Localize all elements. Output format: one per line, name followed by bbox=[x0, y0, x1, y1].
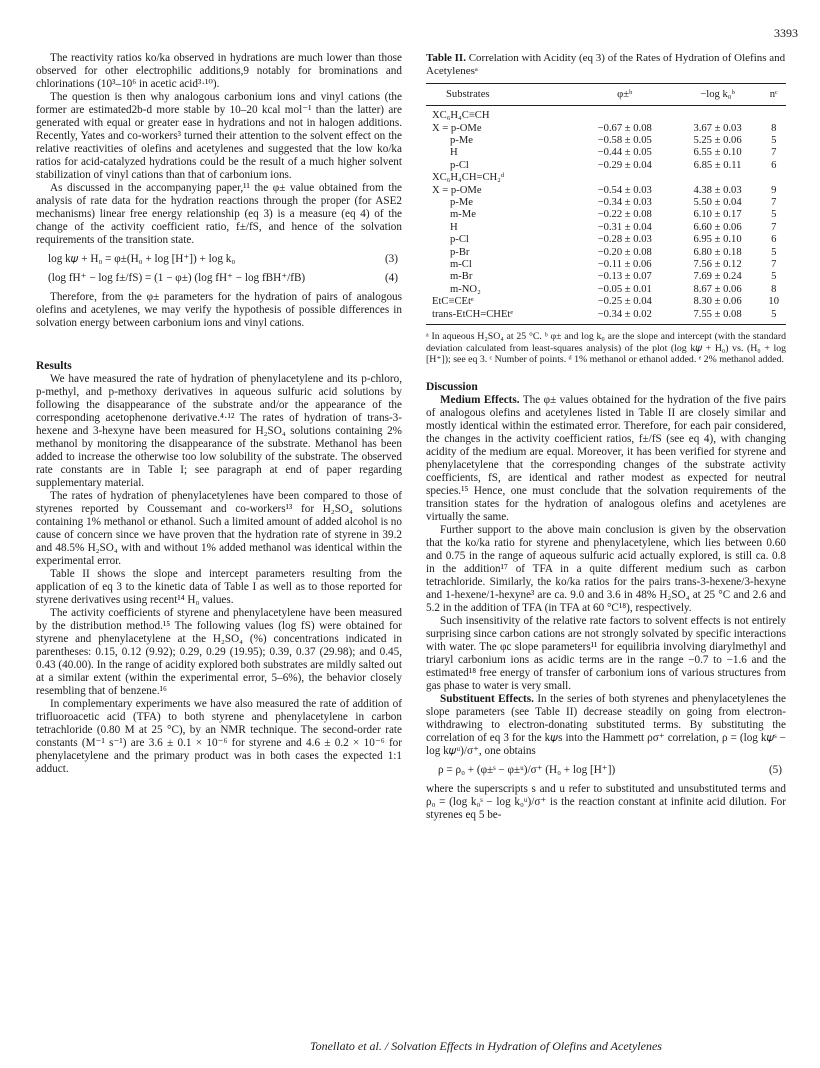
phi-cell: −0.28 ± 0.03 bbox=[597, 234, 652, 246]
n-cell: 9 bbox=[771, 184, 777, 196]
table-ii bbox=[426, 83, 786, 325]
n-cell: 7 bbox=[771, 197, 777, 209]
table-caption bbox=[426, 52, 786, 77]
phi-cell: −0.58 ± 0.05 bbox=[597, 135, 652, 146]
substrate-cell: p-Cl bbox=[450, 159, 469, 171]
table-row bbox=[426, 185, 786, 197]
substrate-cell: m-NO₂ bbox=[450, 283, 481, 295]
substrate-cell: X = p-OMe bbox=[432, 184, 482, 196]
phi-cell: −0.67 ± 0.08 bbox=[597, 122, 652, 134]
phi-cell: −0.44 ± 0.05 bbox=[597, 147, 652, 159]
final-paragraph: where the superscripts s and u refer to substituted and unsubstituted terms and ρ₀ = (log k₀ˢ − log k₀ᵘ)/σ⁺ is the reaction constant at infinite acid dilution. For styrenes eq 5 be- bbox=[426, 783, 786, 822]
table-row bbox=[426, 135, 786, 147]
phi-cell: −0.05 ± 0.01 bbox=[597, 283, 652, 295]
logk0-cell: 6.60 ± 0.06 bbox=[693, 221, 742, 233]
medium-effects-paragraph-2: Further support to the above main conclusion is given by the observation that the ko/ka ratio for styrene and phenylacetylene, which lies between 0.60 and 0.75 in the range of aqueous sulfuric acid actually explored, is still ca. 0.8 in the addition¹⁷ of TFA in a quite different medium such as carbon tetrachloride. Similarly, the ko/ka ratios for the pairs trans-3-hexene/3-hexyne and 1-hexene/1-hexyne³ are ca. 9.0 and 3.6 in 48% H₂SO₄ at 25 °C and 2.6 and 5.2 in the addition of TFA (in TFA at 60 °C¹⁸), respectively. bbox=[426, 524, 786, 615]
logk0-cell: 3.67 ± 0.03 bbox=[693, 122, 742, 134]
medium-effects-paragraph-3: Such insensitivity of the relative rate factors to solvent effects is not entirely surprising since carbon cations are not strongly solvated by specific interactions with water. The φc slope parameters¹¹ for equilibria involving diarylmethyl and triaryl carbonium ions as acidic terms are in the range −0.7 to −1.6 and the estimated¹⁸ free energy of transfer of carbonium ions of various structures from gas phase to water is very small. bbox=[426, 615, 786, 693]
logk0-cell: 6.55 ± 0.10 bbox=[693, 147, 742, 159]
n-cell bbox=[761, 106, 786, 123]
substrate-cell: p-Me bbox=[450, 197, 473, 209]
results-paragraph-4: The activity coefficients of styrene and phenylacetylene have been measured by the distribution method.¹⁵ The following values (log fS) were obtained for styrene and phenylacetylene at the H₂SO₄ (%) concentrations indicated in parentheses: 0.15, 0.12 (9.92); 0.29, 0.29 (19.95); 0.39, 0.37 (29.98); and 0.45, 0.43 (40.00). In the range of acidity explored both substrates are mildly salted out at a similar extent (within the experimental error, 5–6%), the behavior closely resembling that of benzene.¹⁶ bbox=[36, 607, 402, 697]
substrate-cell: p-Br bbox=[450, 246, 470, 258]
substrate-cell: EtC≡CEtᵉ bbox=[432, 296, 474, 308]
header-phi: φ±ᵇ bbox=[576, 84, 674, 106]
logk0-cell: 7.69 ± 0.24 bbox=[693, 271, 742, 283]
logk0-cell: 5.50 ± 0.04 bbox=[693, 197, 742, 209]
n-cell: 5 bbox=[761, 309, 786, 325]
substituent-effects-heading: Substituent Effects. bbox=[440, 693, 534, 706]
substrate-cell: m-Cl bbox=[450, 259, 472, 271]
table-row bbox=[426, 209, 786, 221]
phi-cell: −0.11 ± 0.06 bbox=[597, 259, 652, 271]
equation-5 bbox=[426, 764, 786, 777]
n-cell: 5 bbox=[771, 209, 777, 221]
medium-effects-text: The φ± values obtained for the hydration of the five pairs of analogous olefins and acetylenes listed in Table II are closely similar and mostly identical within the estimated error. Therefore, for each pair considered, the changes in the activity coefficient ratios, f±/fS (see eq 4), with changing acidity of the medium are equal. Moreover, it has been verified for styrene and phenylacetylene that the corresponding changes of the substrate activity coefficients, fS, are identical and rather modest as expected for neutral species.¹⁵ Hence, one must conclude that the solvation requirements of the transition states for the hydration of analogous olefins and acetylenes are virtually the same. bbox=[426, 394, 786, 524]
n-cell: 10 bbox=[768, 296, 780, 308]
equation-4-number: (4) bbox=[384, 272, 398, 284]
logk0-cell: 7.55 ± 0.08 bbox=[674, 309, 762, 325]
equation-3-body: log k𝜓 + H₀ = φ±(H₀ + log [H⁺]) + log k₀ bbox=[48, 253, 236, 265]
phi-cell bbox=[576, 106, 674, 123]
phi-cell: −0.34 ± 0.02 bbox=[576, 309, 674, 325]
n-cell: 5 bbox=[771, 246, 777, 258]
logk0-cell: 6.95 ± 0.10 bbox=[693, 234, 742, 246]
table-row bbox=[426, 309, 786, 325]
logk0-cell: 6.80 ± 0.18 bbox=[693, 246, 742, 258]
substrate-cell: p-Cl bbox=[450, 234, 469, 246]
phi-cell: −0.54 ± 0.03 bbox=[597, 184, 652, 196]
results-heading: Results bbox=[36, 360, 72, 372]
medium-effects-heading: Medium Effects. bbox=[440, 394, 520, 407]
logk0-cell bbox=[674, 172, 762, 184]
table-row bbox=[426, 271, 786, 283]
n-cell: 7 bbox=[771, 147, 777, 159]
table-row bbox=[426, 123, 786, 135]
substrate-cell: XC₆H₄C≡CH bbox=[432, 110, 490, 122]
equation-3-number: (3) bbox=[384, 253, 398, 265]
phi-cell: −0.29 ± 0.04 bbox=[597, 159, 652, 171]
page-footer: Tonellato et al. / Solvation Effects in Hydration of Olefins and Acetylenes bbox=[310, 1039, 662, 1053]
equation-5-body: ρ = ρ₀ + (φ±ˢ − φ±ᵘ)/σ⁺ (H₀ + log [H⁺]) bbox=[438, 764, 616, 777]
substrate-cell: H bbox=[450, 147, 458, 159]
phi-cell: −0.25 ± 0.04 bbox=[597, 296, 652, 308]
discussion-heading: Discussion bbox=[426, 381, 478, 394]
substrate-cell: XC₆H₄CH=CH₂ᵈ bbox=[432, 172, 505, 184]
table-row bbox=[426, 234, 786, 246]
n-cell bbox=[761, 172, 786, 184]
table-footnote: ᵃ In aqueous H₂SO₄ at 25 °C. ᵇ φ± and log k₀ are the slope and intercept (with the standard deviation calculated from least-squares analysis) of the plot (log k𝜓 + H₀) vs. (H₀ + log [H⁺]); see eq 3. ᶜ Number of points. ᵈ 1% methanol or ethanol added. ᵉ 2% methanol added. bbox=[426, 331, 786, 365]
substrate-cell: X = p-OMe bbox=[432, 122, 482, 134]
results-paragraph-1: We have measured the rate of hydration of phenylacetylene and its p-chloro, p-methyl, and p-methoxy derivatives in aqueous sulfuric acid solutions by following the disappearance of the substrate and/or the appearance of the corresponding acetophenone derivative.⁴·¹² The rates of hydration of trans-3-hexene and 3-hexyne have been measured for H₂SO₄ solutions containing 2% methanol by monitoring the disappearance of the substrate. Methanol has been added to increase the otherwise too low solubility of the substrate. The observed rate constants are in Table I; see paragraph at end of paper regarding supplementary material. bbox=[36, 373, 402, 489]
table-header-row bbox=[426, 84, 786, 106]
equation-5-number: (5) bbox=[768, 764, 782, 777]
substrate-cell: H bbox=[450, 221, 458, 233]
n-cell: 6 bbox=[771, 159, 777, 171]
results-paragraph-2: The rates of hydration of phenylacetylenes have been compared to those of styrenes reported by Coussemant and co-workers¹³ for H₂SO₄ solutions containing 1% methanol or ethanol. Such a limited amount of added alcohol is no cause of concern since we have proven that the hydration rate of styrene in 39.2 and 48.5% H₂SO₄ with and without 1% added methanol was identical within the experimental error. bbox=[36, 490, 402, 567]
n-cell: 5 bbox=[771, 271, 777, 283]
n-cell: 8 bbox=[771, 122, 777, 134]
n-cell: 5 bbox=[771, 135, 777, 146]
table-row bbox=[426, 296, 786, 308]
substrate-cell: m-Me bbox=[450, 209, 476, 221]
table-caption-label: Table II. bbox=[426, 52, 466, 64]
intro-paragraph-1: The reactivity ratios ko/ka observed in hydrations are much lower than those observed for other electrophilic additions,9 notably for brominations and chlorinations (10³–10⁶ in acetic acid³·¹⁰). bbox=[36, 52, 402, 90]
table-row bbox=[426, 284, 786, 296]
substrate-cell: p-Me bbox=[450, 135, 473, 146]
n-cell: 6 bbox=[771, 234, 777, 246]
logk0-cell: 5.25 ± 0.06 bbox=[693, 135, 742, 146]
header-logk0: −log k₀ᵇ bbox=[674, 84, 762, 106]
after-equation-paragraph: Therefore, from the φ± parameters for the hydration of pairs of analogous olefins and acetylenes, we may verify the hypothesis of possible differences in solvation energy between carbonium ions and vinyl cations. bbox=[36, 291, 402, 329]
n-cell: 8 bbox=[771, 283, 777, 295]
left-column bbox=[36, 52, 402, 776]
table-row bbox=[426, 147, 786, 159]
results-paragraph-3: Table II shows the slope and intercept parameters resulting from the application of eq 3 to the kinetic data of Table I as well as to those reported for styrene derivatives using recent¹⁴ H₀ values. bbox=[36, 568, 402, 606]
substrate-cell: m-Br bbox=[450, 271, 473, 283]
table-row bbox=[426, 106, 786, 123]
equation-4-body: (log fH⁺ − log f±/fS) = (1 − φ±) (log fH⁺ − log fBH⁺/fB) bbox=[48, 272, 306, 284]
phi-cell: −0.13 ± 0.07 bbox=[597, 271, 652, 283]
logk0-cell: 6.10 ± 0.17 bbox=[693, 209, 742, 221]
header-n: nᶜ bbox=[761, 84, 786, 106]
intro-paragraph-3: As discussed in the accompanying paper,¹¹ the φ± value obtained from the analysis of rate data for the hydration reactions through the proper (for ASE2 mechanisms) linear free energy relationship (eq 3) is a measure (eq 4) of the change of the activity coefficient ratio, f±/fS, and hence of the solvation requirements of the transition state. bbox=[36, 182, 402, 246]
medium-effects-paragraph-1 bbox=[426, 394, 786, 524]
phi-cell: −0.20 ± 0.08 bbox=[597, 246, 652, 258]
table-caption-text: Correlation with Acidity (eq 3) of the Rates of Hydration of Olefins and Acetylenesᵃ bbox=[426, 52, 786, 77]
table-row bbox=[426, 259, 786, 271]
logk0-cell: 4.38 ± 0.03 bbox=[693, 184, 742, 196]
phi-cell bbox=[576, 172, 674, 184]
substituent-effects-paragraph bbox=[426, 693, 786, 758]
substituent-effects-text: In the series of both styrenes and phenylacetylenes the slope parameters (see Table II) decrease steadily on going from electron-withdrawing to electron-donating substituted terms. By substituting the correlation of eq 3 for the k𝜓s into the Hammett ρσ⁺ correlation, ρ = (log k𝜓ˢ − log k𝜓ᵘ)/σ⁺, one obtains bbox=[426, 693, 786, 758]
equation-4 bbox=[36, 272, 402, 285]
phi-cell: −0.22 ± 0.08 bbox=[597, 209, 652, 221]
logk0-cell: 8.30 ± 0.06 bbox=[693, 296, 742, 308]
header-substrates: Substrates bbox=[426, 84, 576, 106]
table-row bbox=[426, 222, 786, 234]
table-body bbox=[426, 106, 786, 325]
table-row bbox=[426, 247, 786, 259]
substrate-cell: trans-EtCH=CHEtᵉ bbox=[426, 309, 576, 325]
intro-paragraph-2: The question is then why analogous carbonium ions and vinyl cations (the former are estimated2b-d more stable by 10–20 kcal mol⁻¹ than the latter) are generated with equal or greater ease in hydrations and not in halogen additions. Recently, Yates and co-workers³ turned their attention to the solvent effect on the relative reactivities of olefins and acetylenes and suggested that the low ko/ka ratios for acid-catalyzed hydrations could be the result of a much higher solvent stabilization of vinyl cations than that of carbonium ions. bbox=[36, 91, 402, 181]
logk0-cell bbox=[674, 106, 762, 123]
logk0-cell: 7.56 ± 0.12 bbox=[693, 259, 742, 271]
table-row bbox=[426, 197, 786, 209]
phi-cell: −0.34 ± 0.03 bbox=[597, 197, 652, 209]
page-number: 3393 bbox=[774, 26, 798, 40]
n-cell: 7 bbox=[771, 221, 777, 233]
equation-3 bbox=[36, 253, 402, 266]
table-row bbox=[426, 172, 786, 184]
table-row bbox=[426, 160, 786, 172]
logk0-cell: 6.85 ± 0.11 bbox=[693, 159, 742, 171]
results-paragraph-5: In complementary experiments we have also measured the rate of addition of trifluoroacetic acid (TFA) to both styrene and phenylacetylene in carbon tetrachloride (0.80 M at 25 °C), by an NMR technique. The second-order rate constants (M⁻¹ s⁻¹) are 3.6 ± 0.1 × 10⁻⁶ for styrene and 4.6 ± 0.2 × 10⁻⁶ for phenylacetylene and the primary product was in both cases the expected 1:1 adduct. bbox=[36, 698, 402, 775]
phi-cell: −0.31 ± 0.04 bbox=[597, 221, 652, 233]
logk0-cell: 8.67 ± 0.06 bbox=[693, 283, 742, 295]
right-column bbox=[426, 52, 786, 822]
n-cell: 7 bbox=[771, 259, 777, 271]
